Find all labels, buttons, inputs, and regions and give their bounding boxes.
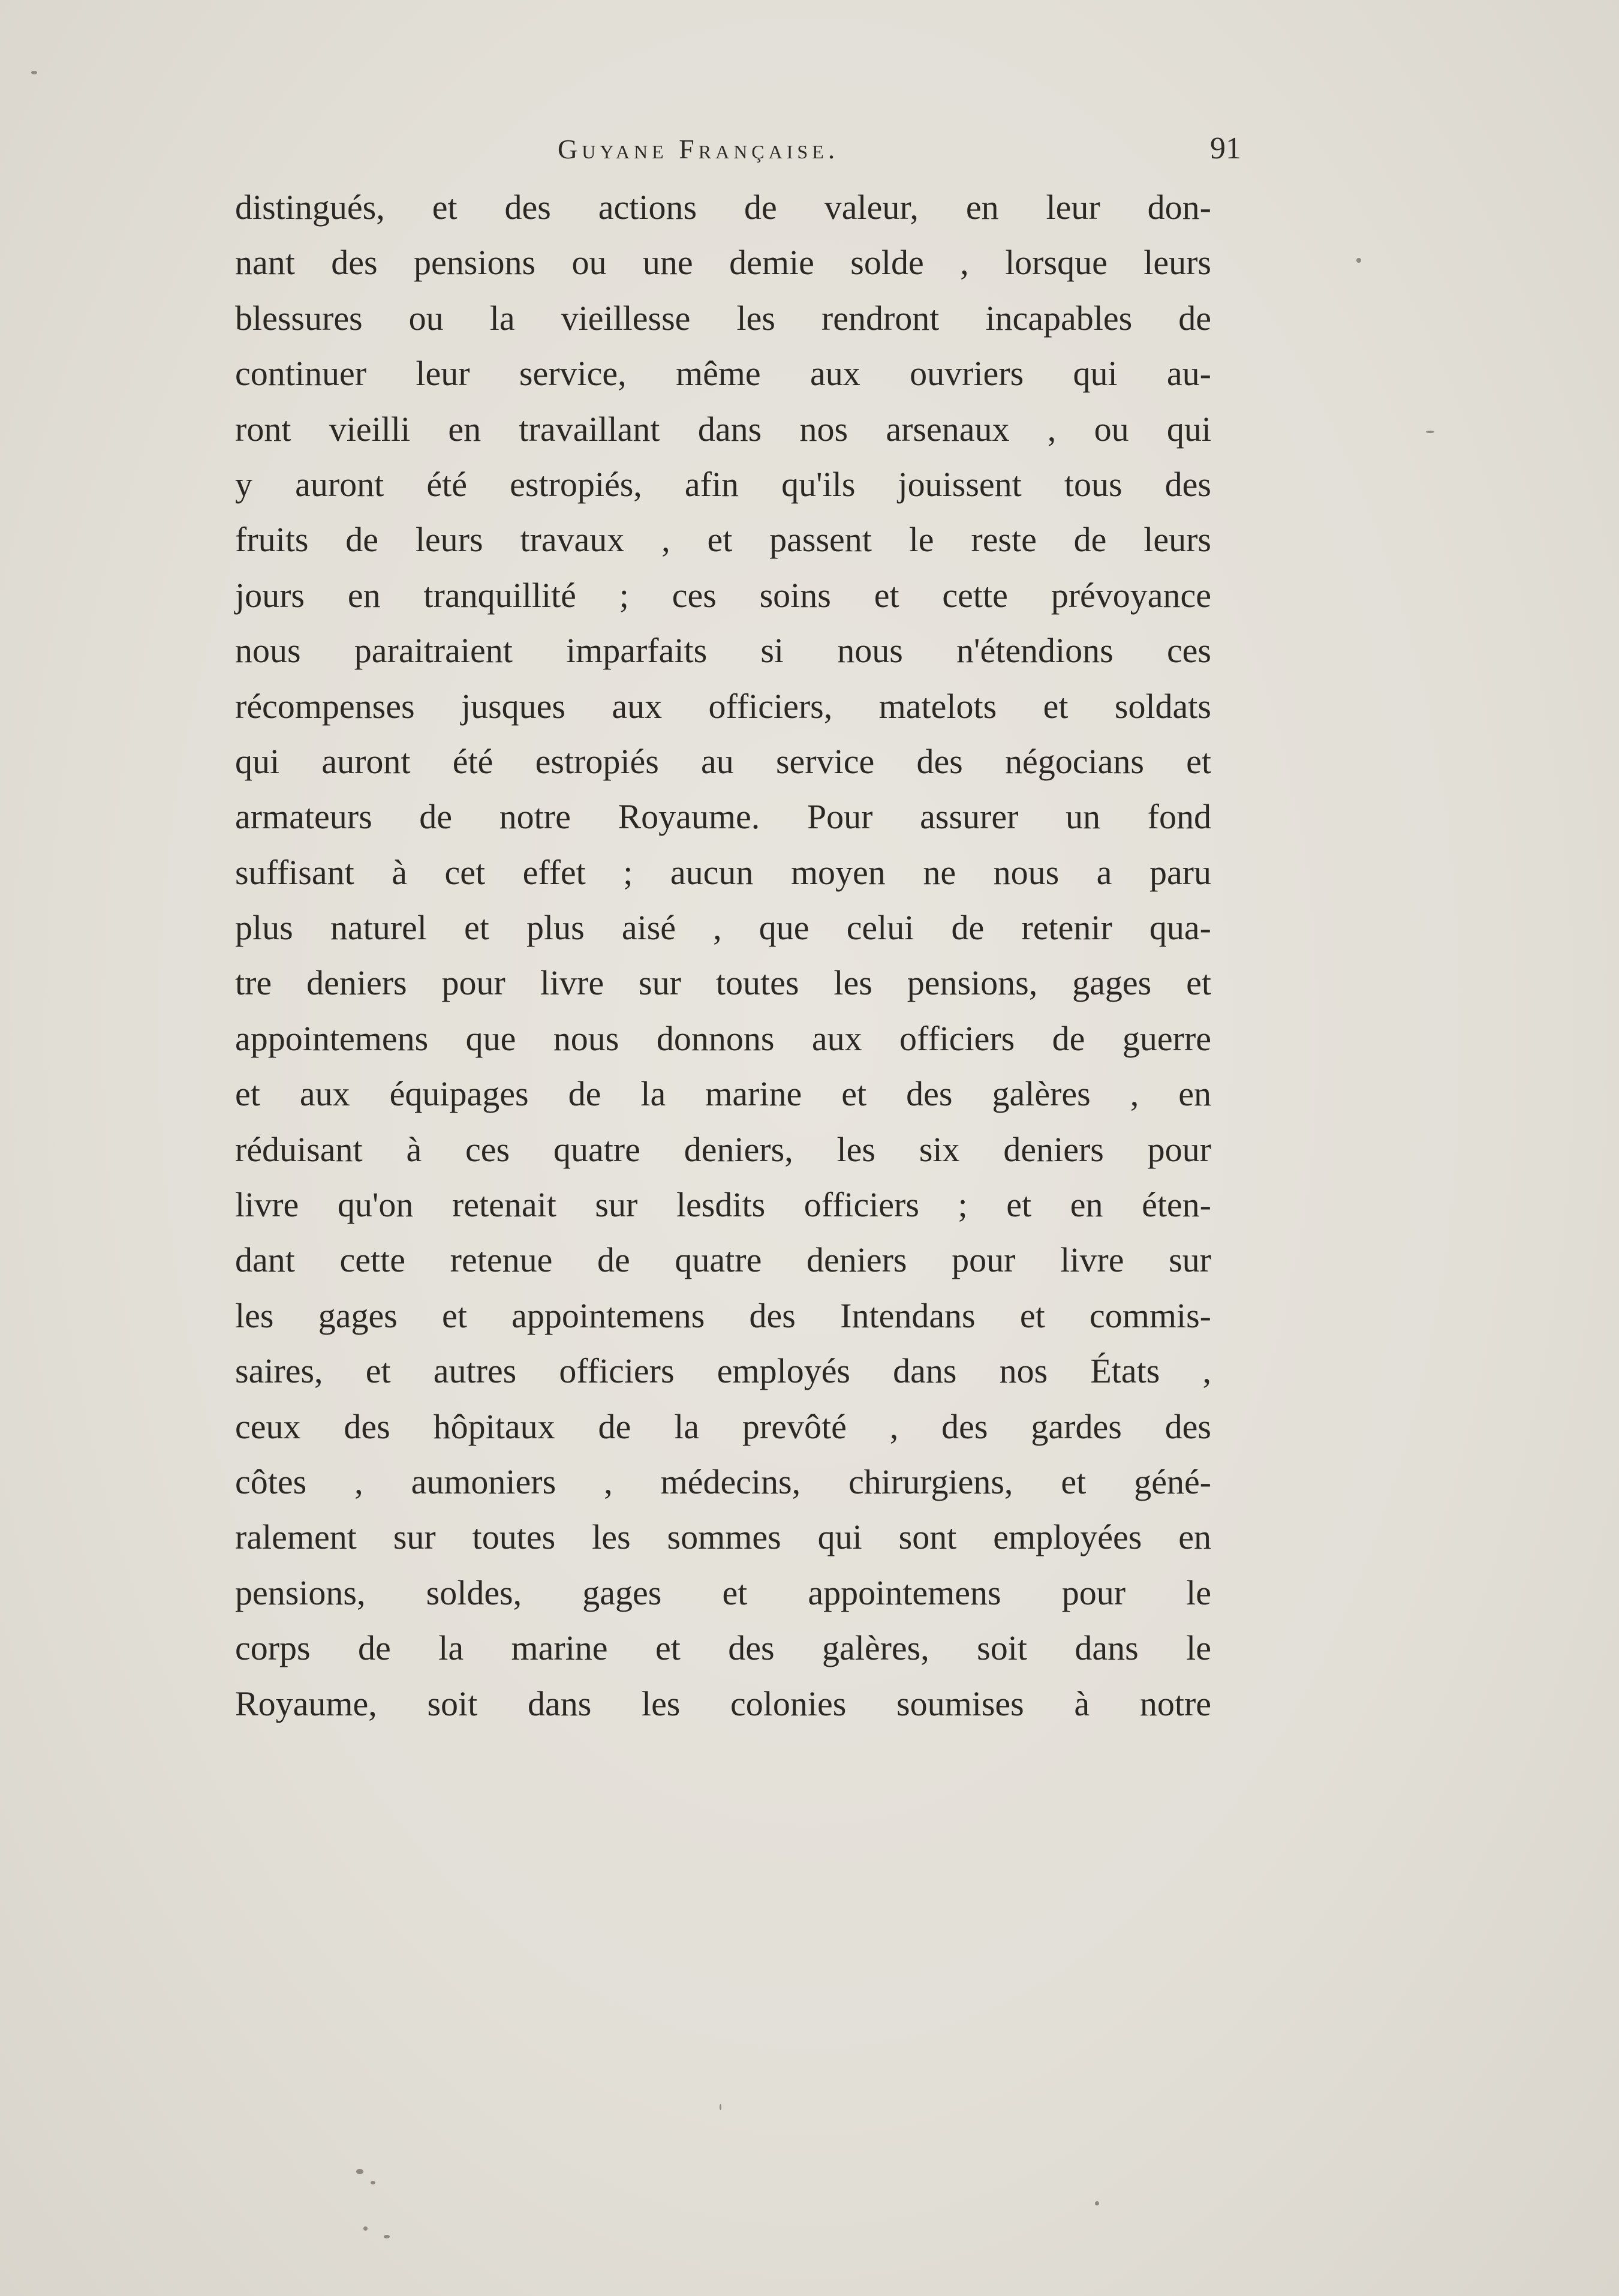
text-line: nous paraitraient imparfaits si nous n'étendions ces xyxy=(235,631,1211,671)
text-line: distingués, et des actions de valeur, en leur don- xyxy=(235,188,1211,227)
paper-speck xyxy=(363,2226,368,2231)
text-line: et aux équipages de la marine et des galères , en xyxy=(235,1074,1211,1114)
text-line: récompenses jusques aux officiers, matelots et soldats xyxy=(235,686,1211,726)
text-line: réduisant à ces quatre deniers, les six deniers pour xyxy=(235,1129,1211,1169)
paper-speck xyxy=(371,2181,375,2184)
paper-speck xyxy=(1356,258,1361,263)
text-line: ceux des hôpitaux de la prevôté , des gardes des xyxy=(235,1407,1211,1446)
text-line: y auront été estropiés, afin qu'ils jouissent tous des xyxy=(235,464,1211,504)
text-line: les gages et appointemens des Intendans et commis- xyxy=(235,1296,1211,1335)
text-line: plus naturel et plus aisé , que celui de retenir qua- xyxy=(235,908,1211,948)
running-title: Guyane Française. xyxy=(558,134,839,164)
text-line: suffisant à cet effet ; aucun moyen ne nous a paru xyxy=(235,852,1211,892)
text-line: nant des pensions ou une demie solde , lorsque leurs xyxy=(235,243,1211,283)
paper-speck xyxy=(356,2169,363,2174)
text-line: blessures ou la vieillesse les rendront incapables de xyxy=(235,298,1211,338)
text-line: dant cette retenue de quatre deniers pour livre sur xyxy=(235,1240,1211,1280)
text-line: tre deniers pour livre sur toutes les pensions, gages et xyxy=(235,963,1211,1003)
text-line: jours en tranquillité ; ces soins et cette prévoyance xyxy=(235,575,1211,615)
text-line: qui auront été estropiés au service des négocians et xyxy=(235,741,1211,781)
running-head xyxy=(234,133,1241,175)
paper-speck xyxy=(720,2104,721,2110)
text-line: fruits de leurs travaux , et passent le reste de leurs xyxy=(235,520,1211,560)
text-line: continuer leur service, même aux ouvriers qui au- xyxy=(235,354,1211,393)
paper-speck xyxy=(31,71,37,74)
page-number: 91 xyxy=(1210,131,1241,166)
paper-speck xyxy=(1095,2201,1099,2205)
body-text xyxy=(235,180,1211,1732)
text-line: Royaume, soit dans les colonies soumises à notre xyxy=(235,1684,1211,1723)
text-line: livre qu'on retenait sur lesdits officiers ; et en éten- xyxy=(235,1185,1211,1225)
text-line: côtes , aumoniers , médecins, chirurgiens, et géné- xyxy=(235,1462,1211,1501)
paper-speck xyxy=(1426,431,1434,433)
text-line: saires, et autres officiers employés dans nos États , xyxy=(235,1351,1211,1391)
text-line: appointemens que nous donnons aux officiers de guerre xyxy=(235,1018,1211,1058)
text-line: armateurs de notre Royaume. Pour assurer un fond xyxy=(235,797,1211,837)
text-line: pensions, soldes, gages et appointemens pour le xyxy=(235,1573,1211,1612)
paper-speck xyxy=(384,2235,390,2238)
text-line: ralement sur toutes les sommes qui sont employées en xyxy=(235,1517,1211,1557)
text-line: ront vieilli en travaillant dans nos arsenaux , ou qui xyxy=(235,409,1211,449)
text-line: corps de la marine et des galères, soit dans le xyxy=(235,1628,1211,1668)
